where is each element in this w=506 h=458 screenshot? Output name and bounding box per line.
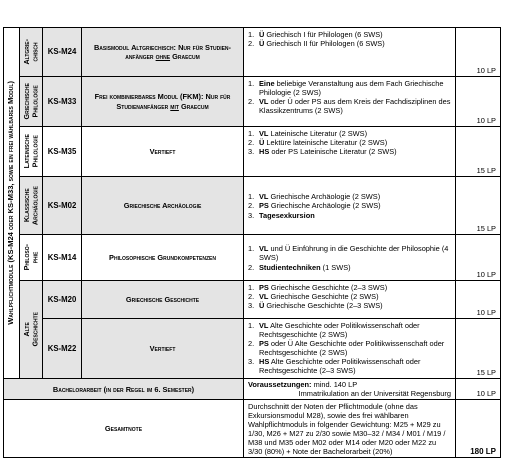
module-description [244,319,456,379]
module-row-ks-m24 [4,28,501,77]
module-lp: 10 LP [456,235,501,281]
module-row-ks-m35 [4,127,501,177]
group-label-klassische-archaeologie: Klassische Archäologie [20,177,43,235]
list-item: 2. PS oder Ü Alte Geschichte oder Politikwissenschaft oder Rechtsgeschichte (2 SWS) [248,339,445,358]
list-item: 2. PS Griechische Archäologie (2 SWS) [248,201,381,211]
module-title: Griechische Geschichte [82,281,244,319]
module-code: KS-M02 [43,177,82,235]
module-row-ks-m14 [4,235,501,281]
list-item: 3. HS oder PS Lateinische Literatur (2 SWS) [248,147,397,157]
group-label-griechische-philologie: Griechische Philologie [20,77,43,127]
group-label-altgriechisch: Altgrie- chisch [20,28,43,77]
module-title: Frei kombinierbares Modul (FKM): Nur für Studienanfänger mit Graecum [82,77,244,127]
module-description [244,28,456,77]
requirements-sub: Immatrikulation an der Universität Regensburg [298,389,451,399]
module-code: KS-M24 [43,28,82,77]
module-title: Vertieft [82,127,244,177]
module-code: KS-M22 [43,319,82,379]
module-row-ks-m20 [4,281,501,319]
requirements-label: Voraussetzungen: [248,380,312,389]
module-lp: 15 LP [456,177,501,235]
module-row-ks-m33 [4,77,501,127]
group-label-lateinische-philologie: Lateinische Philologie [20,127,43,177]
gesamtnote-title: Gesamtnote [4,400,244,458]
module-code: KS-M33 [43,77,82,127]
wahlpflicht-label: Wahlpflichtmodule (KS-M24 oder KS-M33, sowie ein frei wählbares Modul) [6,81,16,325]
module-table [3,27,501,458]
group-label-philosophie: Philoso- phie [20,235,43,281]
list-item: 3. Ü Griechische Geschichte (2–3 SWS) [248,301,383,311]
module-code: KS-M14 [43,235,82,281]
module-title: Griechische Archäologie [82,177,244,235]
list-item: 1. VL Alte Geschichte oder Politikwissenschaft oder Rechtsgeschichte (2 SWS) [248,321,420,340]
list-item: 2. Studientechniken (1 SWS) [248,262,351,272]
total-lp: 180 LP [456,400,501,458]
list-item: 1. Ü Griechisch I für Philologen (6 SWS) [248,30,383,39]
outer-group-label [4,28,20,379]
module-row-ks-m22 [4,319,501,379]
module-lp: 10 LP [456,281,501,319]
gesamtnote-description: Durchschnitt der Noten der Pflichtmodule (ohne das Exkursionsmodul M28), sowie des frei wählbaren Wahlpflichtmoduls in folgender Gewichtung: M25 + M29 zu 1/30, M26 + M27 zu 2/30 sowie M30–32 / M34 / M01 / M19 / M38 und M35 oder M02 oder M14 oder M20 oder M22 zu 3/30 (80%) + Note der Bachelorarbeit (20%) [244,400,456,458]
module-description [244,235,456,281]
bachelor-title: Bachelorarbeit (in der Regel im 6. Semester) [4,379,244,400]
module-title: Vertieft [82,319,244,379]
module-code: KS-M20 [43,281,82,319]
module-description [244,77,456,127]
list-item: 1. VL Lateinische Literatur (2 SWS) [248,129,368,138]
gesamtnote-row [4,400,501,458]
bachelor-lp: 10 LP [456,379,501,400]
module-lp: 10 LP [456,77,501,127]
module-title: Basismodul Altgriechisch: Nur für Studien- anfänger ohne Graecum [82,28,244,77]
list-item: 1. PS Griechische Geschichte (2–3 SWS) [248,283,388,292]
module-description [244,177,456,235]
list-item: 3. HS Alte Geschichte oder Politikwissenschaft oder Rechtsgeschichte (2–3 SWS) [248,357,421,376]
module-lp: 15 LP [456,319,501,379]
list-item: 2. Ü Lektüre lateinische Literatur (2 SWS) [248,138,388,148]
list-item: 2. VL Griechische Geschichte (2 SWS) [248,292,379,302]
list-item: 1. VL und Ü Einführung in die Geschichte der Philosophie (4 SWS) [248,244,449,263]
module-title: Philosophische Grundkompetenzen [82,235,244,281]
bachelor-row [4,379,501,400]
module-description [244,281,456,319]
module-row-ks-m02 [4,177,501,235]
module-description [244,127,456,177]
module-lp: 15 LP [456,127,501,177]
module-lp: 10 LP [456,28,501,77]
group-label-alte-geschichte: Alte Geschichte [20,281,43,379]
list-item: 3. Tagesexkursion [248,210,315,220]
module-code: KS-M35 [43,127,82,177]
list-item: 1. Eine beliebige Veranstaltung aus dem Fach Griechische Philologie (2 SWS) [248,79,444,98]
list-item: 1. VL Griechische Archäologie (2 SWS) [248,192,381,202]
list-item: 2. VL oder Ü oder PS aus dem Kreis der Fachdisziplinen des Klassikzentrums (2 SWS) [248,97,451,116]
list-item: 2. Ü Griechisch II für Philologen (6 SWS) [248,39,385,49]
bachelor-requirements: Voraussetzungen: mind. 140 LP Immatrikulation an der Universität Regensburg [244,379,456,400]
